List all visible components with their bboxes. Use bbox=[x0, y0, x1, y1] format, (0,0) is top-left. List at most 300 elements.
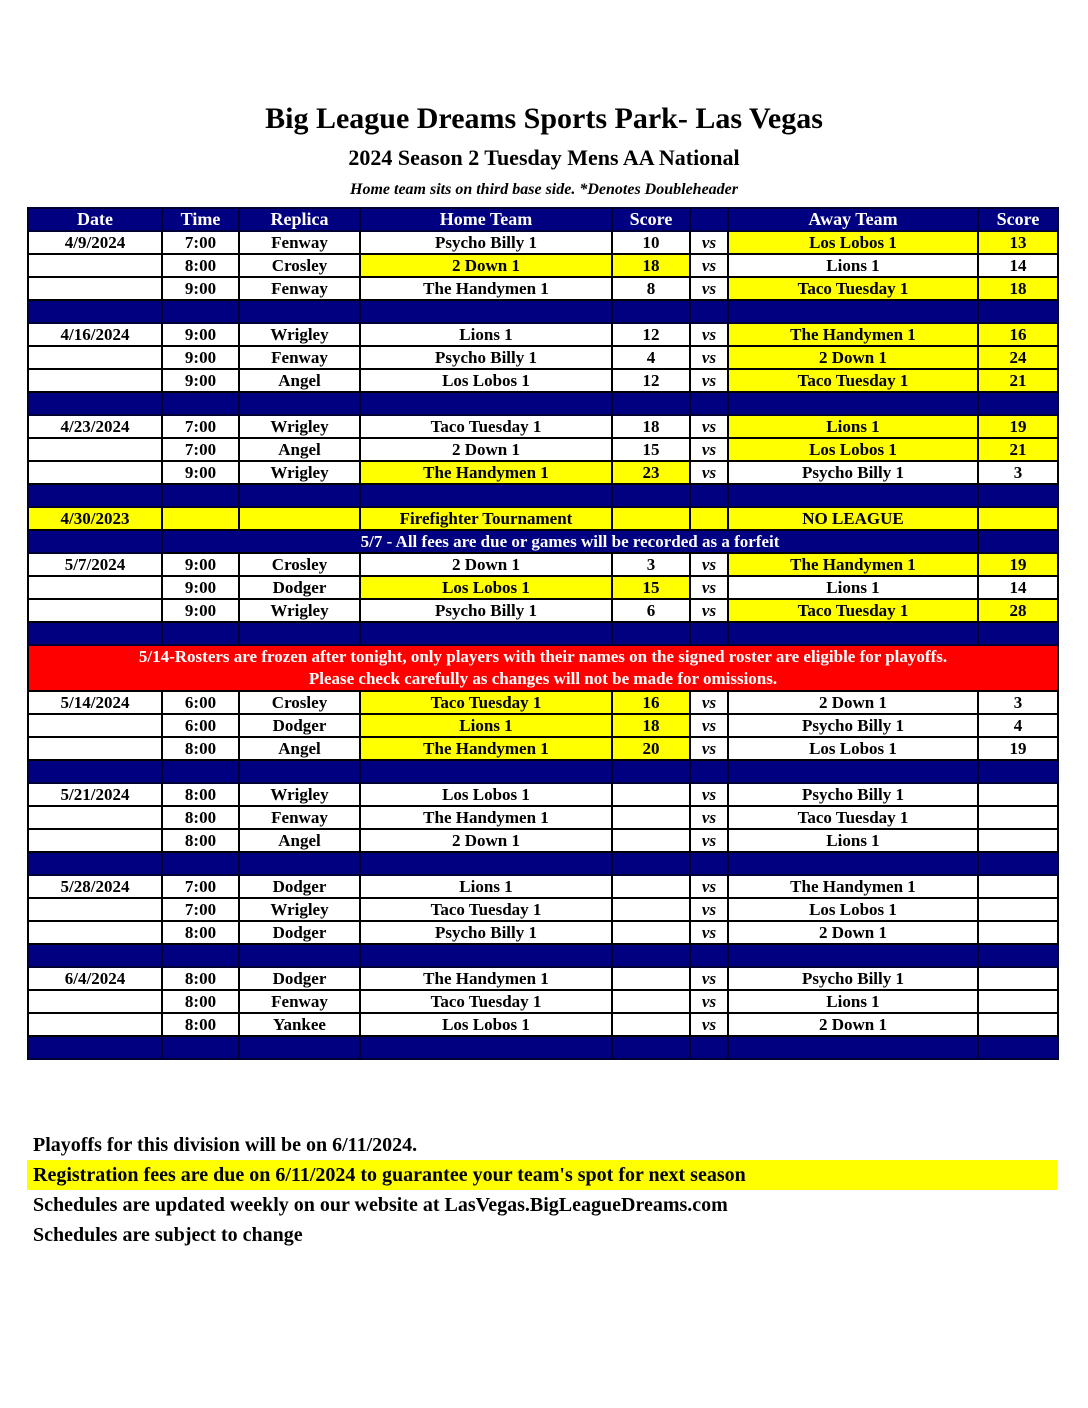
separator-cell bbox=[612, 300, 690, 323]
game-row bbox=[28, 461, 1058, 484]
home-score: 15 bbox=[612, 438, 690, 461]
game-time: 8:00 bbox=[162, 990, 239, 1013]
vs-label: vs bbox=[690, 737, 728, 760]
home-team: Taco Tuesday 1 bbox=[360, 415, 612, 438]
separator-cell bbox=[239, 300, 360, 323]
home-score: 23 bbox=[612, 461, 690, 484]
home-team: Los Lobos 1 bbox=[360, 1013, 612, 1036]
registration-notice: Registration fees are due on 6/11/2024 to guarantee your team's spot for next season bbox=[27, 1160, 1057, 1190]
week-separator-row bbox=[28, 484, 1058, 507]
away-score bbox=[978, 783, 1058, 806]
game-row bbox=[28, 967, 1058, 990]
separator-cell bbox=[162, 852, 239, 875]
away-team: 2 Down 1 bbox=[728, 691, 978, 714]
separator-cell bbox=[28, 392, 162, 415]
game-date bbox=[28, 576, 162, 599]
footer-note: Schedules are subject to change bbox=[33, 1224, 303, 1246]
column-header-date: Date bbox=[28, 208, 162, 231]
game-time: 7:00 bbox=[162, 875, 239, 898]
away-score: 21 bbox=[978, 438, 1058, 461]
separator-cell bbox=[239, 944, 360, 967]
home-team: 2 Down 1 bbox=[360, 829, 612, 852]
away-team: The Handymen 1 bbox=[728, 553, 978, 576]
away-team: Los Lobos 1 bbox=[728, 898, 978, 921]
event-blank bbox=[239, 507, 360, 530]
week-separator-row bbox=[28, 392, 1058, 415]
separator-cell bbox=[690, 622, 728, 645]
separator-cell bbox=[360, 852, 612, 875]
vs-label: vs bbox=[690, 990, 728, 1013]
home-team: Taco Tuesday 1 bbox=[360, 691, 612, 714]
home-team: Taco Tuesday 1 bbox=[360, 898, 612, 921]
separator-cell bbox=[239, 1036, 360, 1059]
game-time: 7:00 bbox=[162, 415, 239, 438]
game-date bbox=[28, 599, 162, 622]
home-team: Los Lobos 1 bbox=[360, 369, 612, 392]
away-team: Lions 1 bbox=[728, 576, 978, 599]
event-name: Firefighter Tournament bbox=[360, 507, 612, 530]
separator-cell bbox=[162, 622, 239, 645]
game-date bbox=[28, 254, 162, 277]
home-score bbox=[612, 990, 690, 1013]
vs-label: vs bbox=[690, 323, 728, 346]
separator-cell bbox=[162, 300, 239, 323]
separator-cell bbox=[360, 1036, 612, 1059]
game-time: 9:00 bbox=[162, 576, 239, 599]
game-time: 8:00 bbox=[162, 967, 239, 990]
game-row bbox=[28, 898, 1058, 921]
home-team: Psycho Billy 1 bbox=[360, 346, 612, 369]
game-row bbox=[28, 1013, 1058, 1036]
game-time: 8:00 bbox=[162, 806, 239, 829]
home-score: 6 bbox=[612, 599, 690, 622]
game-date: 4/16/2024 bbox=[28, 323, 162, 346]
footer-note: Schedules are updated weekly on our website at LasVegas.BigLeagueDreams.com bbox=[33, 1194, 728, 1216]
home-score bbox=[612, 829, 690, 852]
home-score: 4 bbox=[612, 346, 690, 369]
home-team: Los Lobos 1 bbox=[360, 576, 612, 599]
separator-cell bbox=[28, 300, 162, 323]
game-replica-field: Fenway bbox=[239, 990, 360, 1013]
week-separator-row bbox=[28, 760, 1058, 783]
game-time: 9:00 bbox=[162, 346, 239, 369]
event-date: 4/30/2023 bbox=[28, 507, 162, 530]
game-date bbox=[28, 277, 162, 300]
game-time: 6:00 bbox=[162, 691, 239, 714]
footer-note: Playoffs for this division will be on 6/11/2024. bbox=[33, 1134, 418, 1156]
separator-cell bbox=[978, 484, 1058, 507]
vs-label: vs bbox=[690, 783, 728, 806]
separator-cell bbox=[360, 300, 612, 323]
game-time: 9:00 bbox=[162, 277, 239, 300]
home-team: Taco Tuesday 1 bbox=[360, 990, 612, 1013]
week-separator-row bbox=[28, 1036, 1058, 1059]
away-team: Los Lobos 1 bbox=[728, 737, 978, 760]
away-team: 2 Down 1 bbox=[728, 1013, 978, 1036]
home-team: Psycho Billy 1 bbox=[360, 231, 612, 254]
vs-label: vs bbox=[690, 346, 728, 369]
home-score bbox=[612, 967, 690, 990]
separator-cell bbox=[978, 1036, 1058, 1059]
away-score: 16 bbox=[978, 323, 1058, 346]
separator-cell bbox=[360, 944, 612, 967]
game-row bbox=[28, 277, 1058, 300]
game-row bbox=[28, 415, 1058, 438]
fee-notice-row bbox=[28, 530, 1058, 553]
away-team: Los Lobos 1 bbox=[728, 231, 978, 254]
game-date bbox=[28, 346, 162, 369]
separator-cell bbox=[978, 622, 1058, 645]
game-replica-field: Crosley bbox=[239, 553, 360, 576]
game-time: 8:00 bbox=[162, 783, 239, 806]
page-subtitle: 2024 Season 2 Tuesday Mens AA National bbox=[348, 145, 740, 170]
vs-label: vs bbox=[690, 599, 728, 622]
game-replica-field: Angel bbox=[239, 438, 360, 461]
notice-blank bbox=[28, 530, 162, 553]
event-blank bbox=[690, 507, 728, 530]
away-score bbox=[978, 990, 1058, 1013]
game-replica-field: Fenway bbox=[239, 277, 360, 300]
game-row bbox=[28, 806, 1058, 829]
separator-cell bbox=[360, 392, 612, 415]
game-row bbox=[28, 714, 1058, 737]
home-score: 12 bbox=[612, 369, 690, 392]
game-time: 7:00 bbox=[162, 231, 239, 254]
game-replica-field: Wrigley bbox=[239, 461, 360, 484]
game-replica-field: Dodger bbox=[239, 921, 360, 944]
separator-cell bbox=[239, 484, 360, 507]
home-team: 2 Down 1 bbox=[360, 553, 612, 576]
home-team: Psycho Billy 1 bbox=[360, 599, 612, 622]
away-score bbox=[978, 898, 1058, 921]
separator-cell bbox=[612, 622, 690, 645]
home-score: 10 bbox=[612, 231, 690, 254]
game-replica-field: Wrigley bbox=[239, 323, 360, 346]
separator-cell bbox=[28, 760, 162, 783]
away-team: The Handymen 1 bbox=[728, 875, 978, 898]
home-score bbox=[612, 875, 690, 898]
column-header-away-score: Score bbox=[978, 208, 1058, 231]
game-row bbox=[28, 346, 1058, 369]
vs-label: vs bbox=[690, 806, 728, 829]
event-blank bbox=[162, 507, 239, 530]
away-score bbox=[978, 921, 1058, 944]
separator-cell bbox=[28, 852, 162, 875]
separator-cell bbox=[690, 300, 728, 323]
separator-cell bbox=[978, 300, 1058, 323]
vs-label: vs bbox=[690, 576, 728, 599]
home-team: The Handymen 1 bbox=[360, 737, 612, 760]
game-time: 9:00 bbox=[162, 461, 239, 484]
away-team: 2 Down 1 bbox=[728, 921, 978, 944]
away-score: 3 bbox=[978, 691, 1058, 714]
away-score bbox=[978, 806, 1058, 829]
game-row bbox=[28, 231, 1058, 254]
game-replica-field: Angel bbox=[239, 737, 360, 760]
game-row bbox=[28, 691, 1058, 714]
week-separator-row bbox=[28, 944, 1058, 967]
game-row bbox=[28, 783, 1058, 806]
separator-cell bbox=[162, 760, 239, 783]
roster-alert-line2: Please check carefully as changes will not be made for omissions. bbox=[308, 669, 778, 688]
week-separator-row bbox=[28, 622, 1058, 645]
home-score bbox=[612, 783, 690, 806]
separator-cell bbox=[28, 1036, 162, 1059]
vs-label: vs bbox=[690, 277, 728, 300]
separator-cell bbox=[360, 484, 612, 507]
away-team: Taco Tuesday 1 bbox=[728, 277, 978, 300]
separator-cell bbox=[728, 852, 978, 875]
home-score bbox=[612, 898, 690, 921]
away-team: Taco Tuesday 1 bbox=[728, 599, 978, 622]
roster-alert-line1: 5/14-Rosters are frozen after tonight, only players with their names on the signed roster are eligible for playoffs. bbox=[138, 647, 948, 666]
separator-cell bbox=[728, 392, 978, 415]
separator-cell bbox=[28, 944, 162, 967]
home-team: Psycho Billy 1 bbox=[360, 921, 612, 944]
separator-cell bbox=[978, 852, 1058, 875]
home-score bbox=[612, 806, 690, 829]
fee-notice-text: 5/7 - All fees are due or games will be recorded as a forfeit bbox=[162, 530, 978, 553]
game-row bbox=[28, 323, 1058, 346]
game-time: 9:00 bbox=[162, 369, 239, 392]
away-team: Lions 1 bbox=[728, 990, 978, 1013]
game-date bbox=[28, 438, 162, 461]
vs-label: vs bbox=[690, 875, 728, 898]
game-replica-field: Dodger bbox=[239, 576, 360, 599]
home-team: Lions 1 bbox=[360, 875, 612, 898]
away-team: Los Lobos 1 bbox=[728, 438, 978, 461]
home-score: 12 bbox=[612, 323, 690, 346]
game-row bbox=[28, 369, 1058, 392]
column-header-time: Time bbox=[162, 208, 239, 231]
separator-cell bbox=[162, 484, 239, 507]
away-score bbox=[978, 1013, 1058, 1036]
event-blank bbox=[612, 507, 690, 530]
separator-cell bbox=[28, 622, 162, 645]
game-time: 8:00 bbox=[162, 737, 239, 760]
away-score: 14 bbox=[978, 576, 1058, 599]
game-replica-field: Wrigley bbox=[239, 783, 360, 806]
separator-cell bbox=[690, 392, 728, 415]
away-score: 28 bbox=[978, 599, 1058, 622]
away-team: 2 Down 1 bbox=[728, 346, 978, 369]
separator-cell bbox=[612, 484, 690, 507]
away-score: 3 bbox=[978, 461, 1058, 484]
separator-cell bbox=[690, 852, 728, 875]
game-replica-field: Angel bbox=[239, 829, 360, 852]
game-replica-field: Dodger bbox=[239, 875, 360, 898]
away-score: 19 bbox=[978, 553, 1058, 576]
away-score: 19 bbox=[978, 737, 1058, 760]
home-team: The Handymen 1 bbox=[360, 277, 612, 300]
away-team: Psycho Billy 1 bbox=[728, 714, 978, 737]
separator-cell bbox=[239, 392, 360, 415]
roster-alert bbox=[28, 645, 1058, 691]
separator-cell bbox=[360, 760, 612, 783]
away-team: Lions 1 bbox=[728, 254, 978, 277]
event-row bbox=[28, 507, 1058, 530]
away-score: 19 bbox=[978, 415, 1058, 438]
game-date: 4/23/2024 bbox=[28, 415, 162, 438]
vs-label: vs bbox=[690, 231, 728, 254]
away-score bbox=[978, 875, 1058, 898]
away-score: 14 bbox=[978, 254, 1058, 277]
away-score bbox=[978, 829, 1058, 852]
vs-label: vs bbox=[690, 369, 728, 392]
home-team: The Handymen 1 bbox=[360, 461, 612, 484]
game-date: 5/14/2024 bbox=[28, 691, 162, 714]
away-team: Lions 1 bbox=[728, 829, 978, 852]
separator-cell bbox=[360, 622, 612, 645]
separator-cell bbox=[978, 392, 1058, 415]
separator-cell bbox=[612, 1036, 690, 1059]
game-row bbox=[28, 438, 1058, 461]
game-time: 6:00 bbox=[162, 714, 239, 737]
separator-cell bbox=[690, 484, 728, 507]
vs-label: vs bbox=[690, 438, 728, 461]
game-row bbox=[28, 990, 1058, 1013]
home-team: The Handymen 1 bbox=[360, 806, 612, 829]
game-row bbox=[28, 921, 1058, 944]
separator-cell bbox=[690, 760, 728, 783]
column-header-home-team: Home Team bbox=[360, 208, 612, 231]
game-time: 7:00 bbox=[162, 438, 239, 461]
game-replica-field: Yankee bbox=[239, 1013, 360, 1036]
separator-cell bbox=[978, 944, 1058, 967]
away-team: The Handymen 1 bbox=[728, 323, 978, 346]
game-date: 5/7/2024 bbox=[28, 553, 162, 576]
vs-label: vs bbox=[690, 967, 728, 990]
game-replica-field: Fenway bbox=[239, 346, 360, 369]
game-date bbox=[28, 461, 162, 484]
separator-cell bbox=[690, 1036, 728, 1059]
vs-label: vs bbox=[690, 1013, 728, 1036]
away-team: Taco Tuesday 1 bbox=[728, 369, 978, 392]
separator-cell bbox=[728, 944, 978, 967]
game-replica-field: Wrigley bbox=[239, 599, 360, 622]
separator-cell bbox=[728, 622, 978, 645]
game-date: 5/21/2024 bbox=[28, 783, 162, 806]
column-header-home-score: Score bbox=[612, 208, 690, 231]
game-date bbox=[28, 714, 162, 737]
home-score bbox=[612, 921, 690, 944]
game-row bbox=[28, 737, 1058, 760]
away-score: 21 bbox=[978, 369, 1058, 392]
separator-cell bbox=[612, 760, 690, 783]
game-replica-field: Dodger bbox=[239, 967, 360, 990]
separator-cell bbox=[728, 760, 978, 783]
event-blank bbox=[978, 507, 1058, 530]
game-date: 5/28/2024 bbox=[28, 875, 162, 898]
home-score: 8 bbox=[612, 277, 690, 300]
separator-cell bbox=[978, 760, 1058, 783]
home-score: 3 bbox=[612, 553, 690, 576]
vs-label: vs bbox=[690, 714, 728, 737]
away-score: 13 bbox=[978, 231, 1058, 254]
away-score: 18 bbox=[978, 277, 1058, 300]
page-title: Big League Dreams Sports Park- Las Vegas bbox=[265, 102, 823, 135]
home-team: 2 Down 1 bbox=[360, 438, 612, 461]
column-header-vs bbox=[690, 208, 728, 231]
home-team: Lions 1 bbox=[360, 714, 612, 737]
game-date bbox=[28, 921, 162, 944]
vs-label: vs bbox=[690, 553, 728, 576]
game-replica-field: Fenway bbox=[239, 806, 360, 829]
event-status: NO LEAGUE bbox=[728, 507, 978, 530]
vs-label: vs bbox=[690, 254, 728, 277]
separator-cell bbox=[728, 300, 978, 323]
home-score: 18 bbox=[612, 415, 690, 438]
game-row bbox=[28, 553, 1058, 576]
separator-cell bbox=[28, 484, 162, 507]
game-date: 6/4/2024 bbox=[28, 967, 162, 990]
separator-cell bbox=[728, 484, 978, 507]
game-row bbox=[28, 875, 1058, 898]
game-row bbox=[28, 599, 1058, 622]
vs-label: vs bbox=[690, 829, 728, 852]
game-time: 8:00 bbox=[162, 921, 239, 944]
game-replica-field: Fenway bbox=[239, 231, 360, 254]
roster-alert-row bbox=[28, 645, 1058, 691]
game-time: 8:00 bbox=[162, 829, 239, 852]
column-header-replica: Replica bbox=[239, 208, 360, 231]
game-replica-field: Wrigley bbox=[239, 415, 360, 438]
home-team: Los Lobos 1 bbox=[360, 783, 612, 806]
home-team: The Handymen 1 bbox=[360, 967, 612, 990]
column-header-away-team: Away Team bbox=[728, 208, 978, 231]
home-score: 18 bbox=[612, 714, 690, 737]
table-header-row bbox=[28, 208, 1058, 231]
away-score bbox=[978, 967, 1058, 990]
game-replica-field: Crosley bbox=[239, 691, 360, 714]
separator-cell bbox=[612, 944, 690, 967]
separator-cell bbox=[239, 760, 360, 783]
away-team: Psycho Billy 1 bbox=[728, 783, 978, 806]
vs-label: vs bbox=[690, 898, 728, 921]
game-replica-field: Wrigley bbox=[239, 898, 360, 921]
away-team: Psycho Billy 1 bbox=[728, 967, 978, 990]
vs-label: vs bbox=[690, 461, 728, 484]
notice-blank bbox=[978, 530, 1058, 553]
separator-cell bbox=[162, 392, 239, 415]
game-row bbox=[28, 576, 1058, 599]
doubleheader-note: Home team sits on third base side. *Denotes Doubleheader bbox=[350, 181, 738, 198]
week-separator-row bbox=[28, 300, 1058, 323]
game-replica-field: Crosley bbox=[239, 254, 360, 277]
game-row bbox=[28, 254, 1058, 277]
separator-cell bbox=[612, 852, 690, 875]
game-time: 8:00 bbox=[162, 254, 239, 277]
away-team: Lions 1 bbox=[728, 415, 978, 438]
separator-cell bbox=[162, 944, 239, 967]
home-score: 15 bbox=[612, 576, 690, 599]
vs-label: vs bbox=[690, 415, 728, 438]
separator-cell bbox=[612, 392, 690, 415]
game-date: 4/9/2024 bbox=[28, 231, 162, 254]
game-date bbox=[28, 990, 162, 1013]
away-team: Psycho Billy 1 bbox=[728, 461, 978, 484]
away-score: 24 bbox=[978, 346, 1058, 369]
game-date bbox=[28, 806, 162, 829]
away-team: Taco Tuesday 1 bbox=[728, 806, 978, 829]
separator-cell bbox=[728, 1036, 978, 1059]
week-separator-row bbox=[28, 852, 1058, 875]
vs-label: vs bbox=[690, 691, 728, 714]
game-date bbox=[28, 369, 162, 392]
home-score: 16 bbox=[612, 691, 690, 714]
separator-cell bbox=[239, 622, 360, 645]
game-time: 9:00 bbox=[162, 599, 239, 622]
